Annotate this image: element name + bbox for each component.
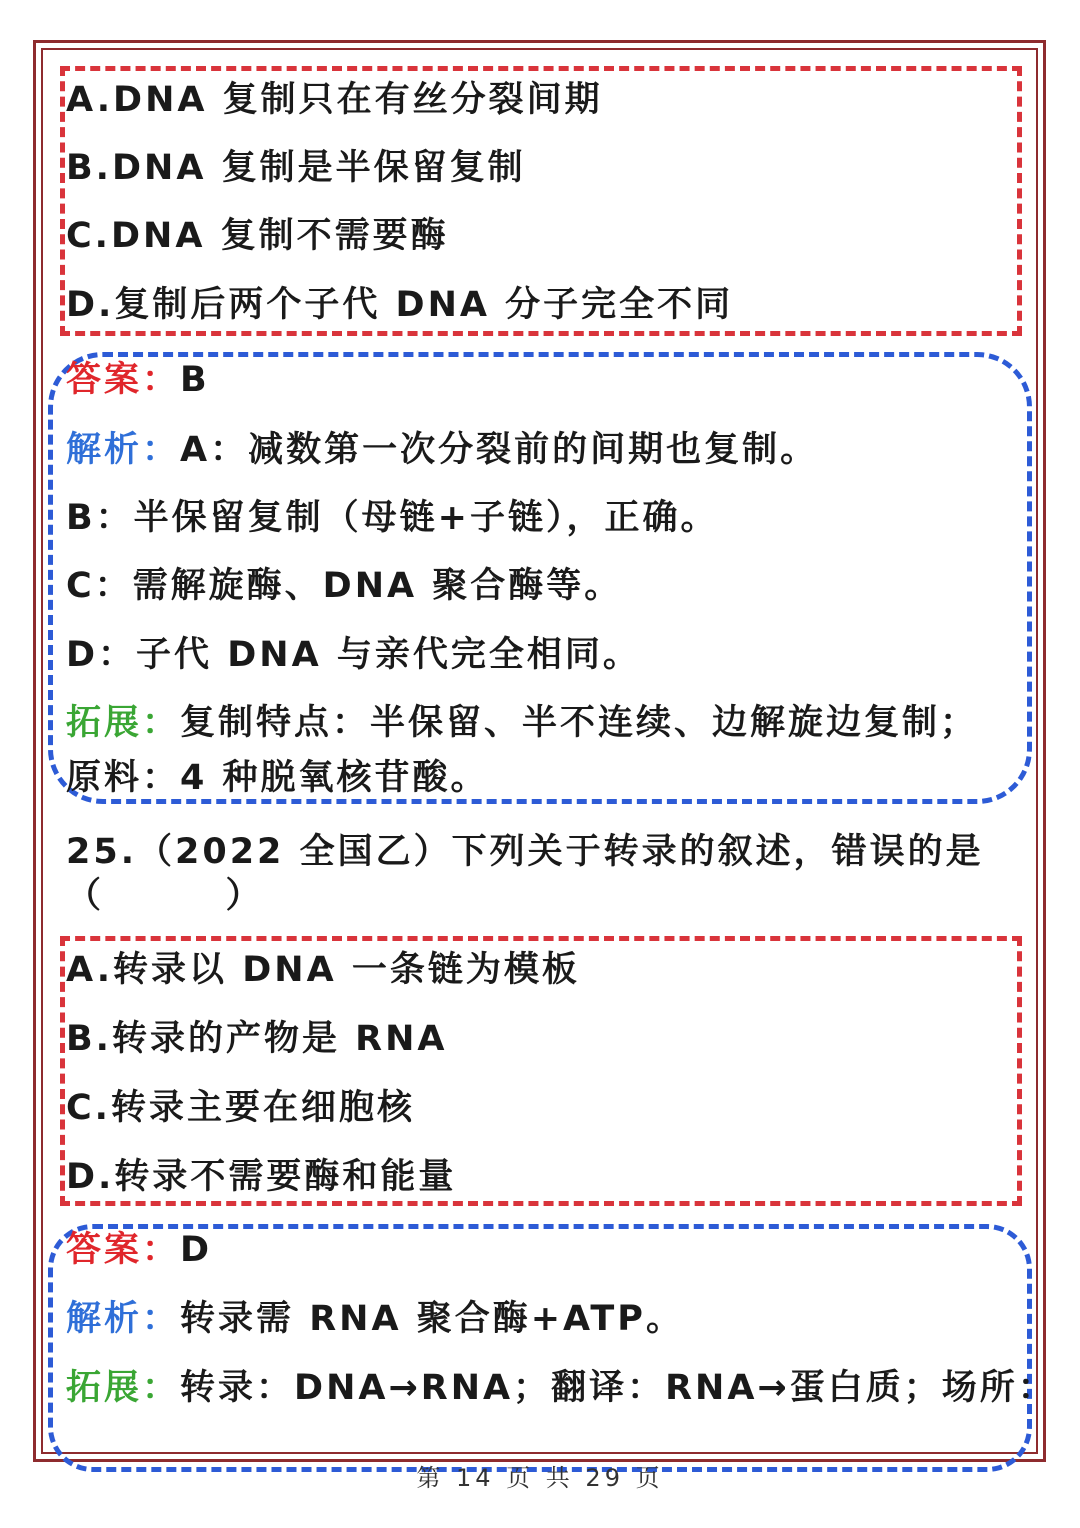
q25-option-b: B.转录的产物是 RNA [66, 1019, 448, 1059]
q24-option-c: C.DNA 复制不需要酶 [66, 216, 449, 256]
q25-stem: 25.（2022 全国乙）下列关于转录的叙述，错误的是 [66, 832, 984, 872]
q24-option-a: A.DNA 复制只在有丝分裂间期 [66, 80, 603, 120]
q24-analysis-c: C：需解旋酶、DNA 聚合酶等。 [66, 566, 623, 606]
q25-stem-blank: （ ） [66, 876, 264, 916]
answer-value: D [180, 1230, 213, 1270]
q24-analysis-b: B：半保留复制（母链+子链），正确。 [66, 498, 719, 538]
extension-text: 转录：DNA→RNA；翻译：RNA→蛋白质；场所： [180, 1368, 1056, 1408]
q24-option-b: B.DNA 复制是半保留复制 [66, 148, 526, 188]
q24-analysis-a [66, 428, 818, 472]
q25-option-a: A.转录以 DNA 一条链为模板 [66, 950, 580, 990]
analysis-label: 解析： [66, 1299, 181, 1339]
answer-value: B [180, 360, 210, 400]
q24-analysis-d: D：子代 DNA 与亲代完全相同。 [66, 635, 641, 675]
page-number-footer: 第 14 页 共 29 页 [416, 1464, 664, 1492]
extension-text: 复制特点：半保留、半不连续、边解旋边复制； [180, 703, 979, 743]
q24-option-d: D.复制后两个子代 DNA 分子完全不同 [66, 285, 734, 325]
analysis-text: 转录需 RNA 聚合酶+ATP。 [180, 1299, 684, 1339]
q24-extension [66, 701, 978, 745]
q24-extension-2: 原料：4 种脱氧核苷酸。 [66, 758, 489, 798]
q25-option-d: D.转录不需要酶和能量 [66, 1157, 457, 1197]
q25-option-c: C.转录主要在细胞核 [66, 1088, 415, 1128]
q25-answer [66, 1228, 212, 1272]
extension-label: 拓展： [66, 703, 181, 743]
answer-label: 答案： [66, 360, 181, 400]
analysis-text: A：减数第一次分裂前的间期也复制。 [180, 430, 819, 470]
extension-label: 拓展： [66, 1368, 181, 1408]
q24-answer [66, 358, 210, 402]
answer-label: 答案： [66, 1230, 181, 1270]
analysis-label: 解析： [66, 430, 181, 470]
q25-analysis [66, 1297, 684, 1341]
q25-extension [66, 1366, 1056, 1410]
